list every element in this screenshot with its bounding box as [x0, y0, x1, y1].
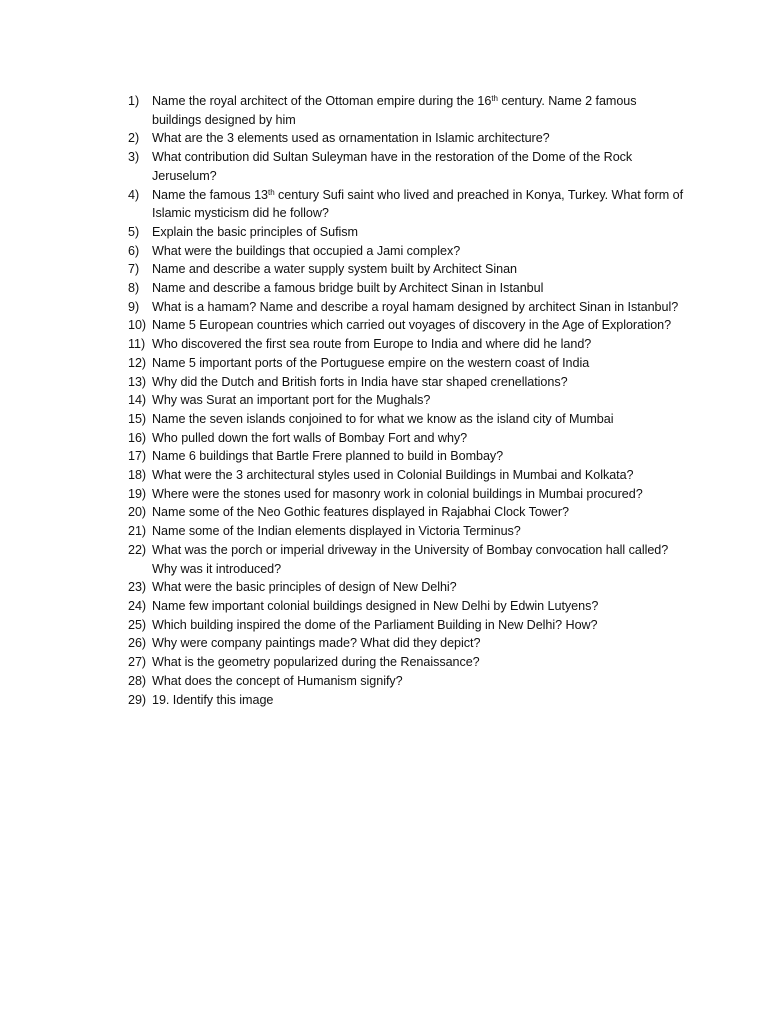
- question-item: [128, 616, 688, 635]
- question-number: 23): [128, 580, 147, 595]
- question-number: 11): [128, 337, 146, 352]
- question-text: What does the concept of Humanism signify?: [152, 673, 403, 688]
- ordinal-superscript: th: [268, 187, 275, 197]
- question-text: Name 5 important ports of the Portuguese empire on the western coast of India: [152, 355, 590, 370]
- question-item: [128, 242, 688, 261]
- question-item: [128, 298, 688, 317]
- question-item: [128, 148, 688, 185]
- question-number: 13): [128, 374, 147, 389]
- question-item: [128, 672, 688, 691]
- question-text-part: Name the royal architect of the Ottoman empire during the 16: [152, 94, 492, 108]
- question-item: [128, 354, 688, 373]
- question-number: 29): [128, 692, 147, 707]
- question-number: 1): [128, 94, 140, 108]
- question-text: Name few important colonial buildings designed in New Delhi by Edwin Lutyens?: [152, 598, 599, 613]
- question-text: [152, 186, 688, 223]
- question-number: 19): [128, 486, 147, 501]
- question-number: 7): [128, 262, 140, 277]
- question-item: [128, 335, 688, 354]
- question-text: Explain the basic principles of Sufism: [152, 224, 358, 239]
- question-text: Why did the Dutch and British forts in India have star shaped crenellations?: [152, 374, 568, 389]
- question-number: 9): [128, 299, 140, 314]
- question-text: What were the basic principles of design of New Delhi?: [152, 580, 457, 595]
- ordinal-superscript: th: [491, 94, 498, 103]
- question-item: [128, 578, 688, 597]
- question-number: 21): [128, 524, 147, 539]
- question-number: 14): [128, 393, 147, 408]
- question-number: 28): [128, 673, 147, 688]
- question-text: Where were the stones used for masonry work in colonial buildings in Mumbai procured?: [152, 486, 643, 501]
- question-text: What was the porch or imperial driveway in the University of Bombay convocation hall called? Why was it introduced?: [152, 542, 669, 576]
- question-number: 6): [128, 243, 140, 258]
- question-number: 5): [128, 224, 140, 239]
- question-item: [128, 597, 688, 616]
- question-text: 19. Identify this image: [152, 692, 274, 707]
- question-text: What is the geometry popularized during the Renaissance?: [152, 655, 480, 670]
- question-item: [128, 373, 688, 392]
- question-text: Which building inspired the dome of the Parliament Building in New Delhi? How?: [152, 617, 598, 632]
- question-item: [128, 260, 688, 279]
- question-item: [128, 466, 688, 485]
- question-text: What were the 3 architectural styles used in Colonial Buildings in Mumbai and Kolkata?: [152, 468, 634, 483]
- question-item: [128, 447, 688, 466]
- question-number: 12): [128, 355, 147, 370]
- question-number: 8): [128, 281, 140, 296]
- question-item: [128, 410, 688, 429]
- question-text: Name some of the Neo Gothic features displayed in Rajabhai Clock Tower?: [152, 505, 569, 520]
- question-item: [128, 186, 688, 223]
- question-item: [128, 522, 688, 541]
- question-item: [128, 92, 688, 129]
- question-number: 3): [128, 150, 140, 165]
- question-item: [128, 129, 688, 148]
- question-item: [128, 503, 688, 522]
- question-item: [128, 541, 688, 578]
- question-text: Name 5 European countries which carried out voyages of discovery in the Age of Exploration?: [152, 318, 672, 333]
- question-item: [128, 653, 688, 672]
- question-text: Name and describe a water supply system built by Architect Sinan: [152, 262, 517, 277]
- question-number: 4): [128, 187, 140, 202]
- question-item: [128, 485, 688, 504]
- question-number: 27): [128, 655, 147, 670]
- question-item: [128, 391, 688, 410]
- question-text-part: century Sufi saint who lived and preached in Konya, Turkey. What form of Islamic mysticism did he follow?: [152, 187, 684, 221]
- question-text: Why were company paintings made? What did they depict?: [152, 636, 481, 651]
- question-number: 22): [128, 542, 147, 557]
- question-item: [128, 316, 688, 335]
- question-number: 2): [128, 131, 140, 146]
- question-text: What were the buildings that occupied a Jami complex?: [152, 243, 461, 258]
- question-text: Name and describe a famous bridge built by Architect Sinan in Istanbul: [152, 281, 544, 296]
- question-text: Name some of the Indian elements displayed in Victoria Terminus?: [152, 524, 521, 539]
- question-text-part: Name the famous 13: [152, 187, 269, 202]
- question-list: [128, 92, 688, 709]
- question-number: 17): [128, 449, 147, 464]
- question-number: 10): [128, 318, 147, 333]
- question-number: 15): [128, 411, 147, 426]
- question-item: [128, 691, 688, 710]
- question-text: Who pulled down the fort walls of Bombay Fort and why?: [152, 430, 468, 445]
- question-number: 25): [128, 617, 147, 632]
- question-text: Name 6 buildings that Bartle Frere planned to build in Bombay?: [152, 449, 504, 464]
- question-item: [128, 223, 688, 242]
- question-number: 16): [128, 430, 147, 445]
- question-number: 26): [128, 636, 147, 651]
- question-text: [152, 92, 688, 129]
- question-text: Name the seven islands conjoined to for what we know as the island city of Mumbai: [152, 411, 614, 426]
- question-item: [128, 279, 688, 298]
- question-item: [128, 634, 688, 653]
- question-number: 20): [128, 505, 147, 520]
- question-text-part: century. Name 2 famous buildings designed by him: [152, 94, 637, 127]
- question-item: [128, 429, 688, 448]
- question-text: Who discovered the first sea route from Europe to India and where did he land?: [152, 337, 592, 352]
- question-text: Why was Surat an important port for the Mughals?: [152, 393, 431, 408]
- question-text: What contribution did Sultan Suleyman have in the restoration of the Dome of the Rock Jeruselum?: [152, 150, 633, 183]
- question-text: What is a hamam? Name and describe a royal hamam designed by architect Sinan in Istanbul?: [152, 299, 679, 314]
- question-number: 24): [128, 598, 147, 613]
- question-text: What are the 3 elements used as ornamentation in Islamic architecture?: [152, 131, 550, 146]
- question-number: 18): [128, 468, 147, 483]
